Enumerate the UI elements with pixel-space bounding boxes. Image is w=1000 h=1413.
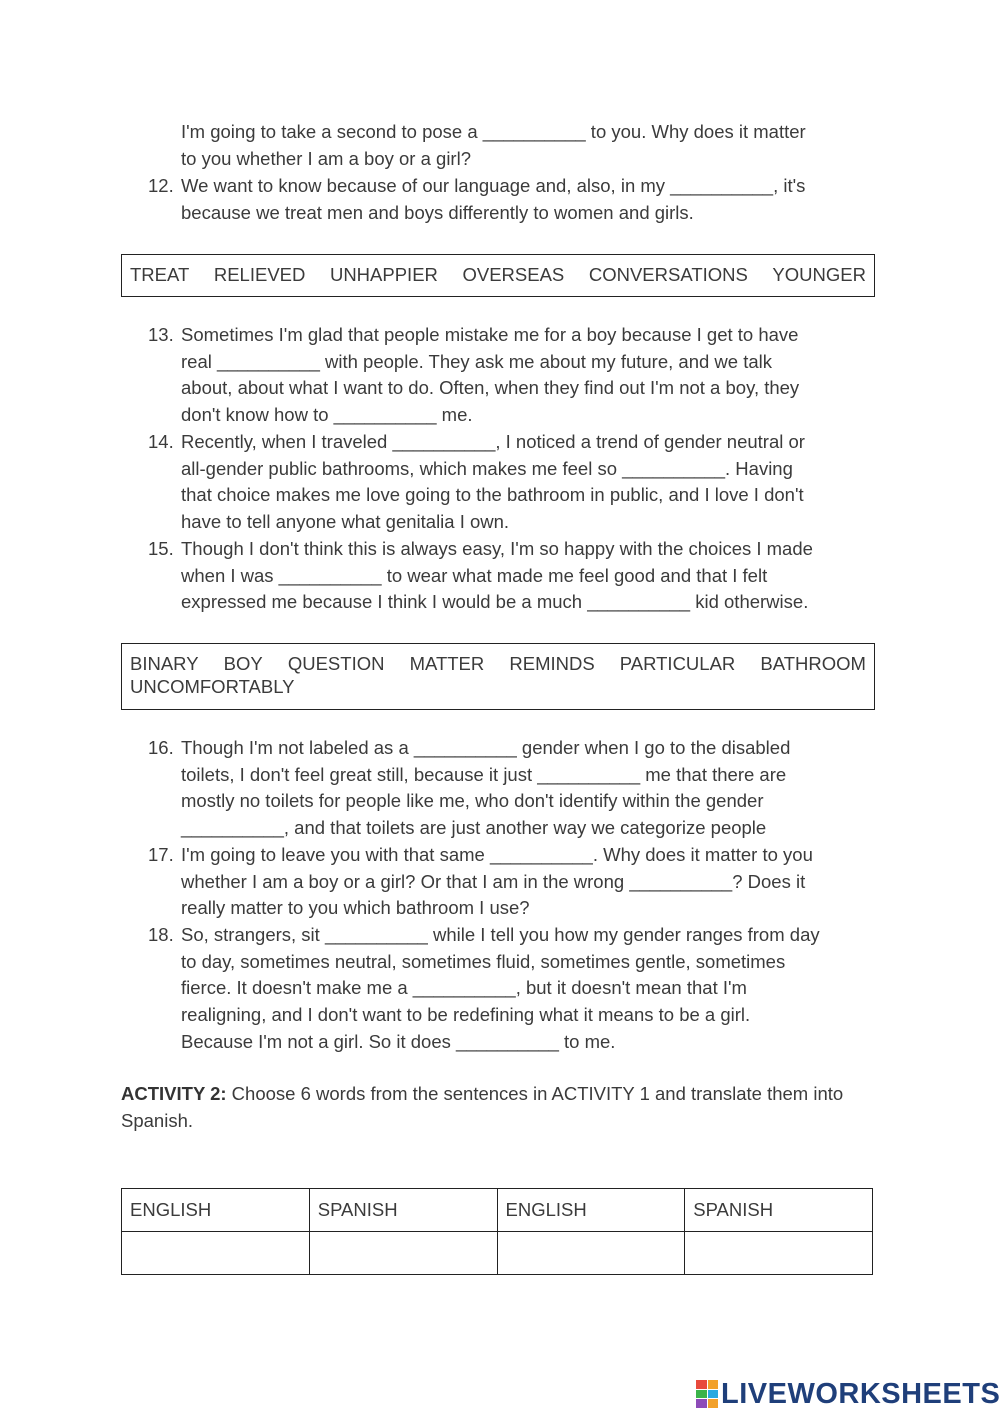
- answer-cell[interactable]: [122, 1232, 310, 1275]
- text-line[interactable]: all-gender public bathrooms, which makes me feel so __________. Having: [181, 457, 793, 479]
- translation-table: [121, 1188, 873, 1275]
- word-bank-word: REMINDS: [509, 653, 595, 674]
- text-line[interactable]: expressed me because I think I would be a much __________ kid otherwise.: [181, 591, 809, 613]
- answer-cell[interactable]: [685, 1232, 873, 1275]
- text-line: because we treat men and boys differently to women and girls.: [181, 201, 694, 223]
- item-number: 14.: [148, 431, 174, 452]
- text-line[interactable]: Though I'm not labeled as a __________ gender when I go to the disabled: [181, 737, 791, 758]
- text-line: realigning, and I don't want to be redefining what it means to be a girl.: [181, 1004, 751, 1026]
- text-line[interactable]: We want to know because of our language and, also, in my __________, it's: [181, 175, 806, 196]
- text-line[interactable]: toilets, I don't feel great still, because it just __________ me that there are: [181, 763, 787, 785]
- text-line[interactable]: __________, and that toilets are just another way we categorize people: [181, 817, 767, 839]
- text-line[interactable]: when I was __________ to wear what made me feel good and that I felt: [181, 564, 768, 586]
- item-number: 17.: [148, 844, 174, 865]
- item-number: 16.: [148, 737, 174, 758]
- word-bank-word: YOUNGER: [772, 264, 866, 285]
- text-line: I'm going to take a second to pose a __________ to you. Why does it matter: [181, 121, 806, 142]
- text-line[interactable]: So, strangers, sit __________ while I tell you how my gender ranges from day: [181, 924, 820, 945]
- word-bank-word: OVERSEAS: [462, 264, 565, 285]
- text-line: have to tell anyone what genitalia I own.: [181, 511, 510, 533]
- word-bank-word: UNCOMFORTABLY: [130, 676, 295, 697]
- text-line[interactable]: I'm going to leave you with that same __________. Why does it matter to you: [181, 844, 813, 865]
- word-bank-word: BATHROOM: [760, 653, 866, 674]
- text-line: Though I don't think this is always easy, I'm so happy with the choices I made: [181, 538, 813, 559]
- text-line: to day, sometimes neutral, sometimes fluid, sometimes gentle, sometimes: [181, 950, 786, 972]
- text-line[interactable]: fierce. It doesn't make me a __________, but it doesn't mean that I'm: [181, 977, 747, 999]
- word-bank-word: PARTICULAR: [619, 653, 736, 674]
- word-bank-2: [121, 643, 875, 710]
- item-number: 12.: [148, 175, 174, 196]
- table-header-cell: ENGLISH: [497, 1189, 685, 1232]
- text-line: Sometimes I'm glad that people mistake me for a boy because I get to have: [181, 324, 799, 345]
- activity-2-text: Choose 6 words from the sentences in ACTIVITY 1 and translate them into Spanish.: [121, 1083, 844, 1131]
- word-bank-word: MATTER: [409, 653, 485, 674]
- word-bank-word: QUESTION: [287, 653, 385, 674]
- text-line[interactable]: don't know how to __________ me.: [181, 404, 473, 426]
- activity-2-label: ACTIVITY 2:: [121, 1083, 227, 1104]
- word-bank-word: CONVERSATIONS: [588, 264, 748, 285]
- word-bank-word: BINARY: [130, 653, 199, 674]
- word-bank-word: BOY: [223, 653, 263, 674]
- item-number: 13.: [148, 324, 174, 345]
- word-bank-word: RELIEVED: [213, 264, 306, 285]
- text-line: about, about what I want to do. Often, when they find out I'm not a boy, they: [181, 377, 800, 399]
- table-header-row: [122, 1189, 873, 1232]
- text-line[interactable]: real __________ with people. They ask me about my future, and we talk: [181, 350, 772, 372]
- text-line: that choice makes me love going to the bathroom in public, and I love I don't: [181, 484, 804, 506]
- item-number: 18.: [148, 924, 174, 945]
- logo-mark-icon: [696, 1380, 718, 1408]
- text-line: mostly no toilets for people like me, who don't identify within the gender: [181, 790, 764, 812]
- intro-paragraph: [181, 119, 881, 172]
- text-line[interactable]: whether I am a boy or a girl? Or that I am in the wrong __________? Does it: [181, 870, 806, 892]
- table-header-cell: SPANISH: [685, 1189, 873, 1232]
- table-header-cell: SPANISH: [309, 1189, 497, 1232]
- answer-cell[interactable]: [497, 1232, 685, 1275]
- text-line[interactable]: Recently, when I traveled __________, I noticed a trend of gender neutral or: [181, 431, 805, 452]
- text-line: to you whether I am a boy or a girl?: [181, 147, 471, 169]
- item-number: 15.: [148, 538, 174, 559]
- liveworksheets-logo: [696, 1376, 1000, 1412]
- word-bank-word: UNHAPPIER: [329, 264, 438, 285]
- word-bank-1: [121, 254, 875, 297]
- table-header-cell: ENGLISH: [122, 1189, 310, 1232]
- activity-2-instructions: [121, 1081, 881, 1134]
- answer-cell[interactable]: [309, 1232, 497, 1275]
- text-line[interactable]: Because I'm not a girl. So it does __________ to me.: [181, 1030, 616, 1052]
- logo-text: LIVEWORKSHEETS: [721, 1377, 1000, 1410]
- word-bank-word: TREAT: [130, 264, 190, 285]
- text-line: really matter to you which bathroom I use?: [181, 897, 530, 919]
- table-row: [122, 1232, 873, 1275]
